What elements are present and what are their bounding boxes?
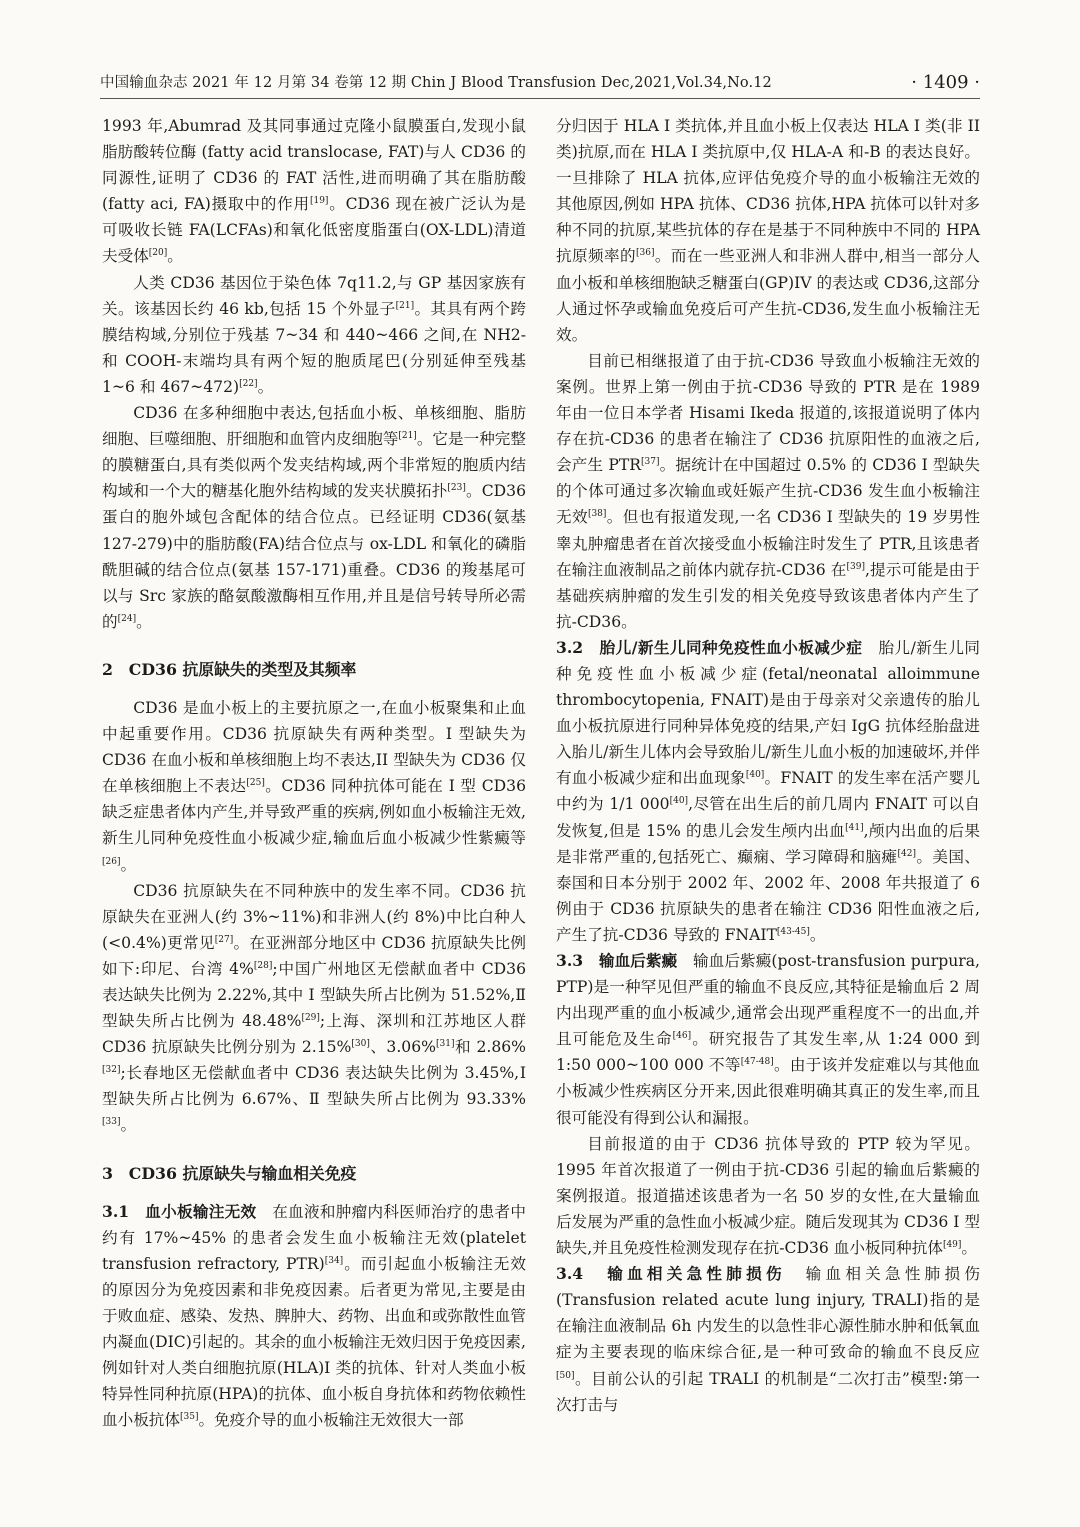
paragraph: 目前已相继报道了由于抗-CD36 导致血小板输注无效的案例。世界上第一例由于抗-CD36 导致的 PTR 是在 1989 年由一位日本学者 Hisami Ikeda 报道的,该报道说明了体内存在抗-CD36 的患者在输注了 CD36 抗原阳性的血液之后,会产生 PTR[37]。据统计在中国超过 0.5% 的 CD36 I 型缺失的个体可通过多次输血或妊娠产生抗-CD36 发生血小板输注无效[38]。但也有报道发现,一名 CD36 I 型缺失的 19 岁男性睾丸肿瘤患者在首次接受血小板输注时发生了 PTR,且该患者在输注血液制品之前体内就存抗-CD36 在[39],提示可能是由于基础疾病肿瘤的发生引发的相关免疫导致该患者体内产生了抗-CD36。 bbox=[556, 351, 980, 631]
subsection-title: 血小板输注无效 bbox=[145, 1201, 257, 1221]
citation[interactable]: [19] bbox=[309, 196, 329, 207]
citation[interactable]: [38] bbox=[587, 509, 607, 520]
citation[interactable]: [20] bbox=[148, 248, 168, 259]
right-column bbox=[556, 113, 980, 1418]
citation[interactable]: [30] bbox=[351, 1039, 370, 1050]
citation[interactable]: [22] bbox=[239, 378, 258, 389]
paragraph: CD36 抗原缺失在不同种族中的发生率不同。CD36 抗原缺失在亚洲人(约 3%~11%)和非洲人(约 8%)中比白种人(<0.4%)更常见[27]。在亚洲部分地区中 CD36 抗原缺失比例如下:印尼、台湾 4%[28];中国广州地区无偿献血者中 CD36 表达缺失比例为 2.22%,其中 Ⅰ 型缺失所占比例为 51.52%,Ⅱ 型缺失所占比例为 48.48%[29];上海、深圳和江苏地区人群 CD36 抗原缺失比例分别为 2.15%[30]、3.06%[31]和 2.86%[32];长春地区无偿献血者中 CD36 表达缺失比例为 3.45%,Ⅰ 型缺失所占比例为 6.67%、Ⅱ 型缺失所占比例为 93.33%[33]。 bbox=[102, 881, 527, 1135]
paragraph: 3.1 血小板输注无效 在血液和肿瘤内科医师治疗的患者中约有 17%~45% 的患者会发生血小板输注无效(platelet transfusion refractory, PTR)[34]。而引起血小板输注无效的原因分为免疫因素和非免疫因素。后者更为常见,主要是由于败血症、感染、发热、脾肿大、药物、出血和或弥散性血管内凝血(DIC)引起的。其余的血小板输注无效归因于免疫因素,例如针对人类白细胞抗原(HLA)I 类的抗体、针对人类血小板特异性同种抗原(HPA)的抗体、血小板自身抗体和药物依赖性血小板抗体[35]。免疫介导的血小板输注无效很大一部 bbox=[102, 1201, 526, 1430]
paragraph: 目前报道的由于 CD36 抗体导致的 PTP 较为罕见。1995 年首次报道了一例由于抗-CD36 引起的输血后紫癜的案例报道。报道描述该患者为一名 50 岁的女性,在大量输血后发展为严重的急性血小板减少症。随后发现其为 CD36 I 型缺失,并且免疫性检测发现存在抗-CD36 血小板同种抗体[49]。 bbox=[556, 1134, 980, 1258]
citation[interactable]: [39] bbox=[846, 561, 865, 572]
paragraph: 3.4 输血相关急性肺损伤 输血相关急性肺损伤(Transfusion related acute lung injury, TRALI)指的是在输注血液制品 6h 内发生的以急性非心源性肺水肿和低氧血症为主要表现的临床综合征,是一种可致命的输血不良反应[50]。目前公认的引起 TRALI 的机制是“二次打击”模型:第一次打击与 bbox=[556, 1264, 980, 1414]
citation[interactable]: [21] bbox=[398, 431, 417, 442]
citation[interactable]: [32] bbox=[102, 1065, 121, 1076]
citation[interactable]: [34] bbox=[324, 1255, 344, 1266]
left-column bbox=[102, 113, 526, 1434]
citation[interactable]: [35] bbox=[179, 1412, 199, 1423]
subsection-title: 胎儿/新生儿同种免疫性血小板减少症 bbox=[599, 637, 863, 657]
subsection-title: 输血后紫癜 bbox=[598, 951, 678, 970]
paragraph: CD36 在多种细胞中表达,包括血小板、单核细胞、脂肪细胞、巨噬细胞、肝细胞和血管内皮细胞等[21]。它是一种完整的膜糖蛋白,具有类似两个发夹结构域,两个非常短的胞质内结构域和一个大的糖基化胞外结构域的发夹状膜拓扑[23]。CD36 蛋白的胞外域包含配体的结合位点。已经证明 CD36(氨基 127-279)中的脂肪酸(FA)结合位点与 ox-LDL 和氧化的磷脂酰胆碱的结合位点(氨基 157-171)重叠。CD36 的羧基尾可以与 Src 家族的酪氨酸激酶相互作用,并且是信号转导所必需的[24]。 bbox=[102, 404, 526, 631]
citation[interactable]: [29] bbox=[301, 1013, 320, 1024]
citation[interactable]: [26] bbox=[102, 856, 121, 867]
citation[interactable]: [23] bbox=[447, 483, 466, 494]
paragraph: 人类 CD36 基因位于染色体 7q11.2,与 GP 基因家族有关。该基因长约 46 kb,包括 15 个外显子[21]。其具有两个跨膜结构域,分别位于残基 7~34 和 440~466 之间,在 NH2-和 COOH-末端均具有两个短的胞质尾巴(分别延伸至残基 1~6 和 467~472)[22]。 bbox=[102, 273, 526, 396]
citation[interactable]: [24] bbox=[117, 613, 137, 624]
citation[interactable]: [47-48] bbox=[740, 1057, 774, 1068]
subsection-number: 3.4 bbox=[556, 1264, 584, 1284]
citation[interactable]: [41] bbox=[845, 822, 864, 833]
citation[interactable]: [36] bbox=[636, 248, 655, 259]
paragraph: 3.2 胎儿/新生儿同种免疫性血小板减少症 胎儿/新生儿同种免疫性血小板减少症(fetal/neonatal alloimmune thrombocytopenia, FNAIT)是由于母亲对父亲遗传的胎儿血小板抗原进行同种异体免疫的结果,产妇 IgG 抗体经胎盘进入胎儿/新生儿体内会导致胎儿/新生儿血小板的加速破坏,并伴有血小板减少症和出血现象[40]。FNAIT 的发生率在活产婴儿中约为 1/1 000[40],尽管在出生后的前几周内 FNAIT 可以自发恢复,但是 15% 的患儿会发生颅内出血[41],颅内出血的后果是非常严重的,包括死亡、癫痫、学习障碍和脑瘫[42]。美国、泰国和日本分别于 2002 年、2002 年、2008 年共报道了 6 例由于 CD36 抗原缺失的患者在输注 CD36 阳性血液之后,产生了抗-CD36 导致的 FNAIT[43-45]。 bbox=[556, 637, 980, 944]
journal-citation-line: 中国输血杂志 2021 年 12 月第 34 卷第 12 期 Chin J Blood Transfusion Dec,2021,Vol.34,No.12 bbox=[100, 75, 772, 91]
subsection-number: 3.1 bbox=[102, 1201, 130, 1221]
citation[interactable]: [31] bbox=[435, 1039, 455, 1050]
citation[interactable]: [25] bbox=[246, 778, 265, 789]
citation[interactable]: [46] bbox=[672, 1031, 692, 1042]
citation[interactable]: [27] bbox=[214, 934, 234, 945]
section-heading-3: 3 CD36 抗原缺失与输血相关免疫 bbox=[102, 1163, 357, 1183]
citation[interactable]: [21] bbox=[395, 300, 415, 311]
paragraph: 1993 年,Abumrad 及其同事通过克隆小鼠膜蛋白,发现小鼠脂肪酸转位酶 (fatty acid translocase, FAT)与人 CD36 的同源性,证明了 CD36 的 FAT 活性,进而明确了其在脂肪酸(fatty aci, FA)摄取中的作用[19]。CD36 现在被广泛认为是可吸收长链 FA(LCFAs)和氧化低密度脂蛋白(OX-LDL)清道夫受体[20]。 bbox=[102, 117, 526, 266]
section-heading-2: 2 CD36 抗原缺失的类型及其频率 bbox=[102, 659, 357, 679]
citation[interactable]: [42] bbox=[897, 848, 916, 859]
paragraph: 3.3 输血后紫癜 输血后紫癜(post-transfusion purpura, PTP)是一种罕见但严重的输血不良反应,其特征是输血后 2 周内出现严重的血小板减少,通常会出现严重程度不一的出血,并且可能危及生命[46]。研究报告了其发生率,从 1:24 000 到 1:50 000~100 000 不等[47-48]。由于该并发症难以与其他血小板减少性疾病区分开来,因此很难明确其真正的发生率,而且很可能没有得到公认和漏报。 bbox=[556, 951, 980, 1127]
citation[interactable]: [43-45] bbox=[776, 926, 810, 937]
subsection-number: 3.2 bbox=[556, 637, 584, 657]
citation[interactable]: [37] bbox=[641, 457, 660, 468]
subsection-number: 3.3 bbox=[556, 951, 584, 970]
citation[interactable]: [40] bbox=[745, 770, 765, 781]
citation[interactable]: [40] bbox=[669, 796, 689, 807]
running-header bbox=[100, 68, 980, 99]
citation[interactable]: [33] bbox=[102, 1117, 121, 1128]
paragraph: CD36 是血小板上的主要抗原之一,在血小板聚集和止血中起重要作用。CD36 抗原缺失有两种类型。I 型缺失为 CD36 在血小板和单核细胞上均不表达,II 型缺失为 CD36 仅在单核细胞上不表达[25]。CD36 同种抗体可能在 I 型 CD36 缺乏症患者体内产生,并导致严重的疾病,例如血小板输注无效,新生儿同种免疫性血小板减少症,输血后血小板减少性紫癜等[26]。 bbox=[102, 698, 526, 874]
subsection-title: 输血相关急性肺损伤 bbox=[607, 1264, 786, 1284]
paragraph: 分归因于 HLA I 类抗体,并且血小板上仅表达 HLA I 类(非 II 类)抗原,而在 HLA I 类抗原中,仅 HLA-A 和-B 的表达良好。一旦排除了 HLA 抗体,应评估免疫介导的血小板输注无效的其他原因,例如 HPA 抗体、CD36 抗体,HPA 抗体可以针对多种不同的抗原,某些抗体的存在是基于不同种族中不同的 HPA 抗原频率的[36]。而在一些亚洲人和非洲人群中,相当一部分人血小板和单核细胞缺乏糖蛋白(GP)IV 的表达或 CD36,这部分人通过怀孕或输血免疫后可产生抗-CD36,发生血小板输注无效。 bbox=[556, 117, 980, 344]
citation[interactable]: [28] bbox=[253, 960, 273, 971]
citation[interactable]: [50] bbox=[556, 1370, 575, 1381]
citation[interactable]: [49] bbox=[942, 1240, 962, 1251]
page-number: · 1409 · bbox=[911, 72, 980, 93]
